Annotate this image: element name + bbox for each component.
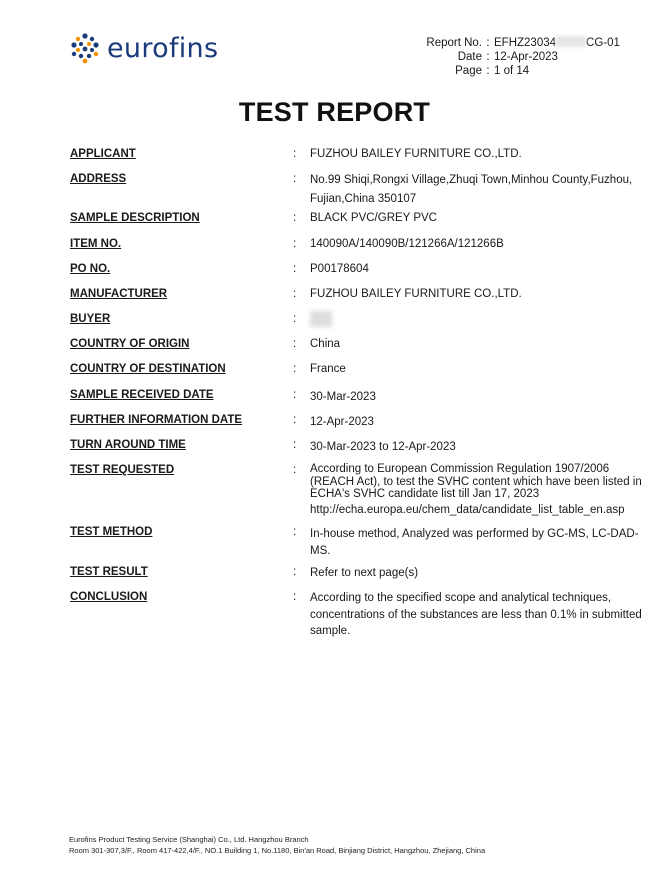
report-no-value-b: CG-01 <box>586 37 620 49</box>
conclusion-value <box>310 590 645 640</box>
country-of-origin-colon: : <box>293 338 297 350</box>
manufacturer-label: MANUFACTURER <box>70 288 168 300</box>
address-colon: : <box>293 173 297 185</box>
test-requested-line-1: According to European Commission Regulation 1907/2006 <box>310 463 610 475</box>
redaction-mark <box>310 311 332 327</box>
further-information-date-value: 12-Apr-2023 <box>310 416 374 428</box>
test-requested-colon: : <box>293 464 297 476</box>
turn-around-time-value: 30-Mar-2023 to 12-Apr-2023 <box>310 441 456 453</box>
footer-line-2: Room 301-307,3/F., Room 417-422,4/F., NO.1 Building 1, No.1180, Bin'an Road, Binjiang District, Hangzhou, Zhejiang, China <box>69 846 486 855</box>
buyer-label: BUYER <box>70 313 111 325</box>
country-of-origin-value: China <box>310 338 341 350</box>
address-label: ADDRESS <box>70 173 127 185</box>
po-no-value: P00178604 <box>310 263 369 275</box>
applicant-colon: : <box>293 148 297 160</box>
report-no-value-a: EFHZ23034 <box>494 37 557 49</box>
buyer-colon: : <box>293 313 297 325</box>
page-row <box>420 64 620 78</box>
test-method-colon: : <box>293 526 297 538</box>
sample-description-colon: : <box>293 212 297 224</box>
test-result-colon: : <box>293 566 297 578</box>
sample-description-value: BLACK PVC/GREY PVC <box>310 212 437 224</box>
sample-received-date-label: SAMPLE RECEIVED DATE <box>70 389 214 401</box>
conclusion-line-2: concentrations of the substances are less than 0.1% in submitted <box>310 608 642 621</box>
page-colon: : <box>486 65 490 77</box>
po-no-label: PO NO. <box>70 263 111 275</box>
eurofins-logo <box>69 30 218 66</box>
test-method-label: TEST METHOD <box>70 526 153 538</box>
test-result-label: TEST RESULT <box>70 566 148 578</box>
report-meta <box>420 36 620 78</box>
eurofins-logo-mark-icon <box>69 32 101 64</box>
report-no-colon: : <box>486 37 490 49</box>
conclusion-line-1: According to the specified scope and analytical techniques, <box>310 592 612 604</box>
applicant-value: FUZHOU BAILEY FURNITURE CO.,LTD. <box>310 148 522 160</box>
test-method-line-2: MS. <box>310 544 331 557</box>
applicant-label: APPLICANT <box>70 148 136 160</box>
test-requested-value <box>310 463 645 516</box>
item-no-label: ITEM NO. <box>70 238 122 250</box>
report-no-label: Report No. <box>426 37 482 49</box>
manufacturer-value: FUZHOU BAILEY FURNITURE CO.,LTD. <box>310 288 522 300</box>
po-no-colon: : <box>293 263 297 275</box>
report-no-row <box>420 36 620 50</box>
sample-received-date-colon: : <box>293 389 297 401</box>
test-requested-link: http://echa.europa.eu/chem_data/candidate_list_table_en.asp <box>310 503 625 516</box>
address-line-1: No.99 Shiqi,Rongxi Village,Zhuqi Town,Minhou County,Fuzhou, <box>310 174 633 186</box>
page-label: Page <box>455 65 482 77</box>
conclusion-colon: : <box>293 591 297 603</box>
footer-address <box>69 834 485 856</box>
footer-line-1: Eurofins Product Testing Service (Shanghai) Co., Ltd. Hangzhou Branch <box>69 835 309 844</box>
item-no-colon: : <box>293 238 297 250</box>
further-information-date-label: FURTHER INFORMATION DATE <box>70 414 243 426</box>
conclusion-label: CONCLUSION <box>70 591 148 603</box>
item-no-value: 140090A/140090B/121266A/121266B <box>310 238 504 250</box>
test-method-line-1: In-house method, Analyzed was performed by GC-MS, LC-DAD- <box>310 528 639 540</box>
date-row <box>420 50 620 64</box>
date-colon: : <box>486 51 490 63</box>
address-value <box>310 171 645 209</box>
sample-received-date-value: 30-Mar-2023 <box>310 391 376 403</box>
report-title: TEST REPORT <box>238 97 431 127</box>
country-of-origin-label: COUNTRY OF ORIGIN <box>70 338 190 350</box>
date-label: Date <box>457 51 482 63</box>
country-of-destination-label: COUNTRY OF DESTINATION <box>70 363 226 375</box>
manufacturer-colon: : <box>293 288 297 300</box>
turn-around-time-colon: : <box>293 439 297 451</box>
country-of-destination-value: France <box>310 363 346 375</box>
buyer-value <box>310 311 645 333</box>
address-line-2: Fujian,China 350107 <box>310 193 417 205</box>
sample-description-label: SAMPLE DESCRIPTION <box>70 212 200 224</box>
test-requested-line-3: ECHA's SVHC candidate list till Jan 17, 2023 <box>310 488 540 500</box>
further-information-date-colon: : <box>293 414 297 426</box>
conclusion-line-3: sample. <box>310 625 351 637</box>
country-of-destination-colon: : <box>293 363 297 375</box>
turn-around-time-label: TURN AROUND TIME <box>70 439 186 451</box>
test-method-value <box>310 526 645 559</box>
test-requested-line-2: (REACH Act), to test the SVHC content which have been listed in <box>310 475 642 488</box>
test-requested-label: TEST REQUESTED <box>70 464 175 476</box>
redaction-mark <box>556 36 586 47</box>
date-value: 12-Apr-2023 <box>494 51 558 63</box>
logo-wordmark: eurofins <box>107 32 219 64</box>
page-value: 1 of 14 <box>494 65 530 77</box>
test-result-value: Refer to next page(s) <box>310 567 419 579</box>
